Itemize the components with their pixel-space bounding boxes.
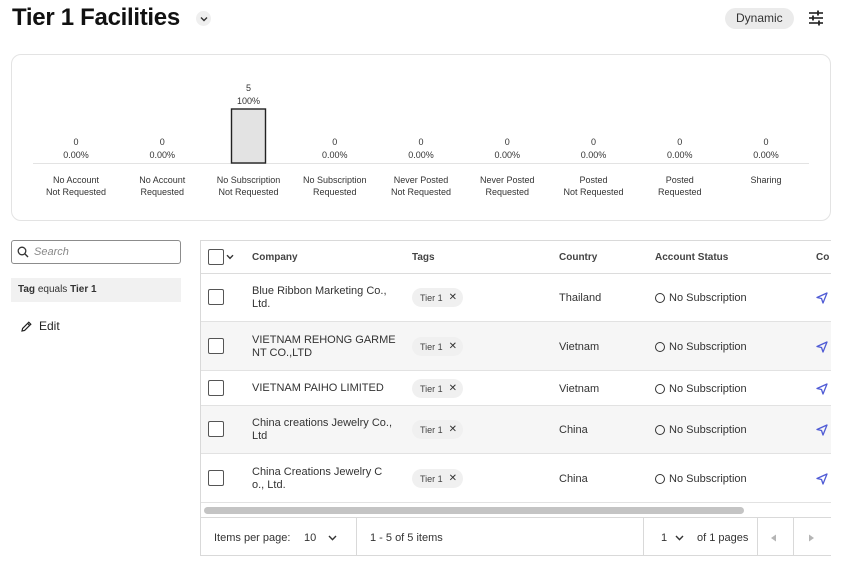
company-name[interactable]	[252, 454, 402, 503]
category-label: Requested	[485, 187, 530, 197]
company-line: o., Ltd.	[252, 478, 286, 491]
bar-percent-label: 0.00%	[321, 150, 348, 160]
tag-chip	[412, 379, 463, 398]
category-label: No Subscription	[216, 175, 281, 185]
column-header-company[interactable]: Company	[252, 252, 298, 263]
status-label: No Subscription	[669, 472, 747, 485]
account-status	[655, 322, 747, 371]
company-name[interactable]	[252, 274, 402, 322]
send-request-icon[interactable]	[816, 341, 828, 353]
country: China	[559, 472, 588, 485]
category-label: Never Posted	[393, 175, 449, 185]
category-label: Requested	[140, 187, 185, 197]
table-row[interactable]	[201, 406, 831, 454]
company-line: China Creations Jewelry C	[252, 465, 383, 478]
remove-tag-icon[interactable]: ✕	[448, 340, 458, 352]
filter-field: Tag	[18, 284, 36, 295]
items-per-page-value: 10	[304, 531, 317, 544]
pencil-icon	[20, 320, 33, 333]
title-dropdown-button[interactable]	[196, 11, 211, 26]
facilities-table	[200, 240, 831, 556]
remove-tag-icon[interactable]: ✕	[448, 423, 458, 435]
status-chart-svg	[12, 55, 832, 222]
bar-percent-label: 100%	[236, 96, 261, 106]
company-line: VIETNAM REHONG GARME	[252, 333, 396, 346]
status-label: No Subscription	[669, 340, 747, 353]
tag-label: Tier 1	[420, 292, 443, 303]
horizontal-scrollbar-thumb[interactable]	[204, 507, 744, 514]
page-title: Tier 1 Facilities	[12, 4, 180, 31]
row-checkbox[interactable]	[208, 338, 224, 354]
bar-percent-label: 0.00%	[149, 150, 176, 160]
remove-tag-icon[interactable]: ✕	[448, 291, 458, 303]
items-per-page-label: Items per page:	[214, 531, 291, 544]
row-checkbox[interactable]	[208, 289, 224, 305]
country: Thailand	[559, 292, 602, 304]
send-request-icon[interactable]	[816, 383, 828, 395]
tag-label: Tier 1	[420, 383, 443, 394]
status-circle-icon	[655, 384, 665, 394]
row-checkbox[interactable]	[208, 470, 224, 486]
company-line: Ltd.	[252, 298, 271, 310]
table-header	[201, 241, 831, 274]
status-label: No Subscription	[669, 382, 747, 395]
status-label: No Subscription	[669, 292, 747, 304]
remove-tag-icon[interactable]: ✕	[448, 472, 458, 484]
category-label: Not Requested	[563, 187, 624, 197]
account-status	[655, 274, 747, 322]
category-label: Requested	[657, 187, 702, 197]
send-request-icon[interactable]	[816, 424, 828, 436]
filter-value: Tier 1	[70, 284, 97, 295]
search-icon	[17, 246, 29, 258]
tag-chip	[412, 420, 463, 439]
company-line: Ltd	[252, 430, 268, 442]
status-chart	[11, 54, 831, 221]
status-circle-icon	[655, 425, 665, 435]
table-row[interactable]	[201, 454, 831, 503]
bar-value-label: 5	[245, 83, 252, 93]
chevron-down-icon	[675, 535, 684, 541]
edit-filter-button[interactable]	[20, 317, 60, 335]
column-header-country[interactable]: Country	[559, 252, 598, 263]
page-count: of 1 pages	[697, 531, 749, 544]
tag-label: Tier 1	[420, 341, 443, 352]
filter-summary	[11, 278, 181, 302]
account-status	[655, 406, 747, 454]
category-label: Not Requested	[390, 187, 452, 197]
tag-label: Tier 1	[420, 424, 443, 435]
caret-right-icon	[808, 534, 815, 542]
next-page-button[interactable]	[808, 518, 815, 556]
table-row[interactable]	[201, 322, 831, 371]
bar-percent-label: 0.00%	[63, 150, 89, 160]
company-line: NT CO.,LTD	[252, 346, 313, 359]
category-label: Posted	[579, 175, 608, 185]
company-line: China creations Jewelry Co.,	[252, 417, 393, 429]
page-select[interactable]	[661, 518, 684, 556]
bar-percent-label: 0.00%	[580, 150, 607, 160]
category-label: No Subscription	[302, 175, 367, 185]
column-header-co[interactable]: Co	[816, 252, 830, 263]
page-value: 1	[661, 531, 668, 544]
chevron-down-icon[interactable]	[226, 254, 234, 260]
items-per-page-select[interactable]	[304, 518, 337, 556]
pagination-range: 1 - 5 of 5 items	[370, 531, 443, 544]
dynamic-badge: Dynamic	[725, 8, 794, 29]
filter-operator: equals	[37, 284, 68, 295]
tag-chip	[412, 337, 463, 356]
account-status	[655, 371, 747, 406]
category-label: Requested	[312, 187, 357, 197]
bar-value-label: 0	[504, 137, 510, 147]
company-name[interactable]	[252, 406, 402, 454]
previous-page-button[interactable]	[770, 518, 777, 556]
bar-value-label: 0	[763, 137, 769, 147]
caret-left-icon	[770, 534, 777, 542]
category-label: Not Requested	[45, 187, 107, 197]
pagination-bar	[201, 517, 831, 556]
column-header-tags[interactable]: Tags	[412, 252, 435, 263]
search-box[interactable]	[11, 240, 181, 264]
company-name[interactable]	[252, 371, 402, 406]
company-line: Blue Ribbon Marketing Co.,	[252, 285, 387, 297]
chevron-down-icon	[200, 16, 208, 22]
chart-bar	[232, 109, 266, 163]
status-label: No Subscription	[669, 424, 747, 436]
column-header-account-status[interactable]: Account Status	[655, 252, 729, 263]
bar-value-label: 0	[418, 137, 424, 147]
category-label: No Account	[139, 175, 186, 185]
row-checkbox[interactable]	[208, 421, 224, 437]
bar-value-label: 0	[590, 137, 597, 147]
bar-percent-label: 0.00%	[753, 150, 779, 160]
country: Vietnam	[559, 340, 600, 353]
table-row[interactable]	[201, 274, 831, 322]
company-line: VIETNAM PAIHO LIMITED	[252, 382, 384, 394]
send-request-icon[interactable]	[816, 473, 828, 485]
row-checkbox[interactable]	[208, 380, 224, 396]
search-input[interactable]	[34, 243, 174, 261]
tag-chip	[412, 469, 463, 488]
remove-tag-icon[interactable]: ✕	[448, 382, 458, 394]
chevron-down-icon	[328, 535, 337, 541]
category-label: Never Posted	[479, 175, 535, 185]
bar-value-label: 0	[73, 137, 79, 147]
country: China	[559, 424, 588, 436]
category-label: Posted	[665, 175, 694, 185]
tag-chip	[412, 288, 463, 307]
category-label: Sharing	[750, 175, 782, 185]
bar-value-label: 0	[332, 137, 338, 147]
bar-value-label: 0	[677, 137, 683, 147]
status-circle-icon	[655, 342, 665, 352]
send-request-icon[interactable]	[816, 292, 828, 304]
country: Vietnam	[559, 382, 600, 395]
tag-label: Tier 1	[420, 473, 443, 484]
table-row[interactable]	[201, 371, 831, 406]
bar-percent-label: 0.00%	[408, 150, 434, 160]
category-label: No Account	[52, 175, 100, 185]
bar-percent-label: 0.00%	[494, 150, 521, 160]
company-name[interactable]	[252, 322, 402, 371]
bar-value-label: 0	[159, 137, 165, 147]
sliders-icon[interactable]	[807, 9, 825, 27]
account-status	[655, 454, 747, 503]
edit-label: Edit	[39, 319, 60, 333]
status-circle-icon	[655, 474, 665, 484]
status-circle-icon	[655, 293, 665, 303]
bar-percent-label: 0.00%	[666, 150, 693, 160]
category-label: Not Requested	[218, 187, 279, 197]
select-all-checkbox[interactable]	[208, 249, 224, 265]
